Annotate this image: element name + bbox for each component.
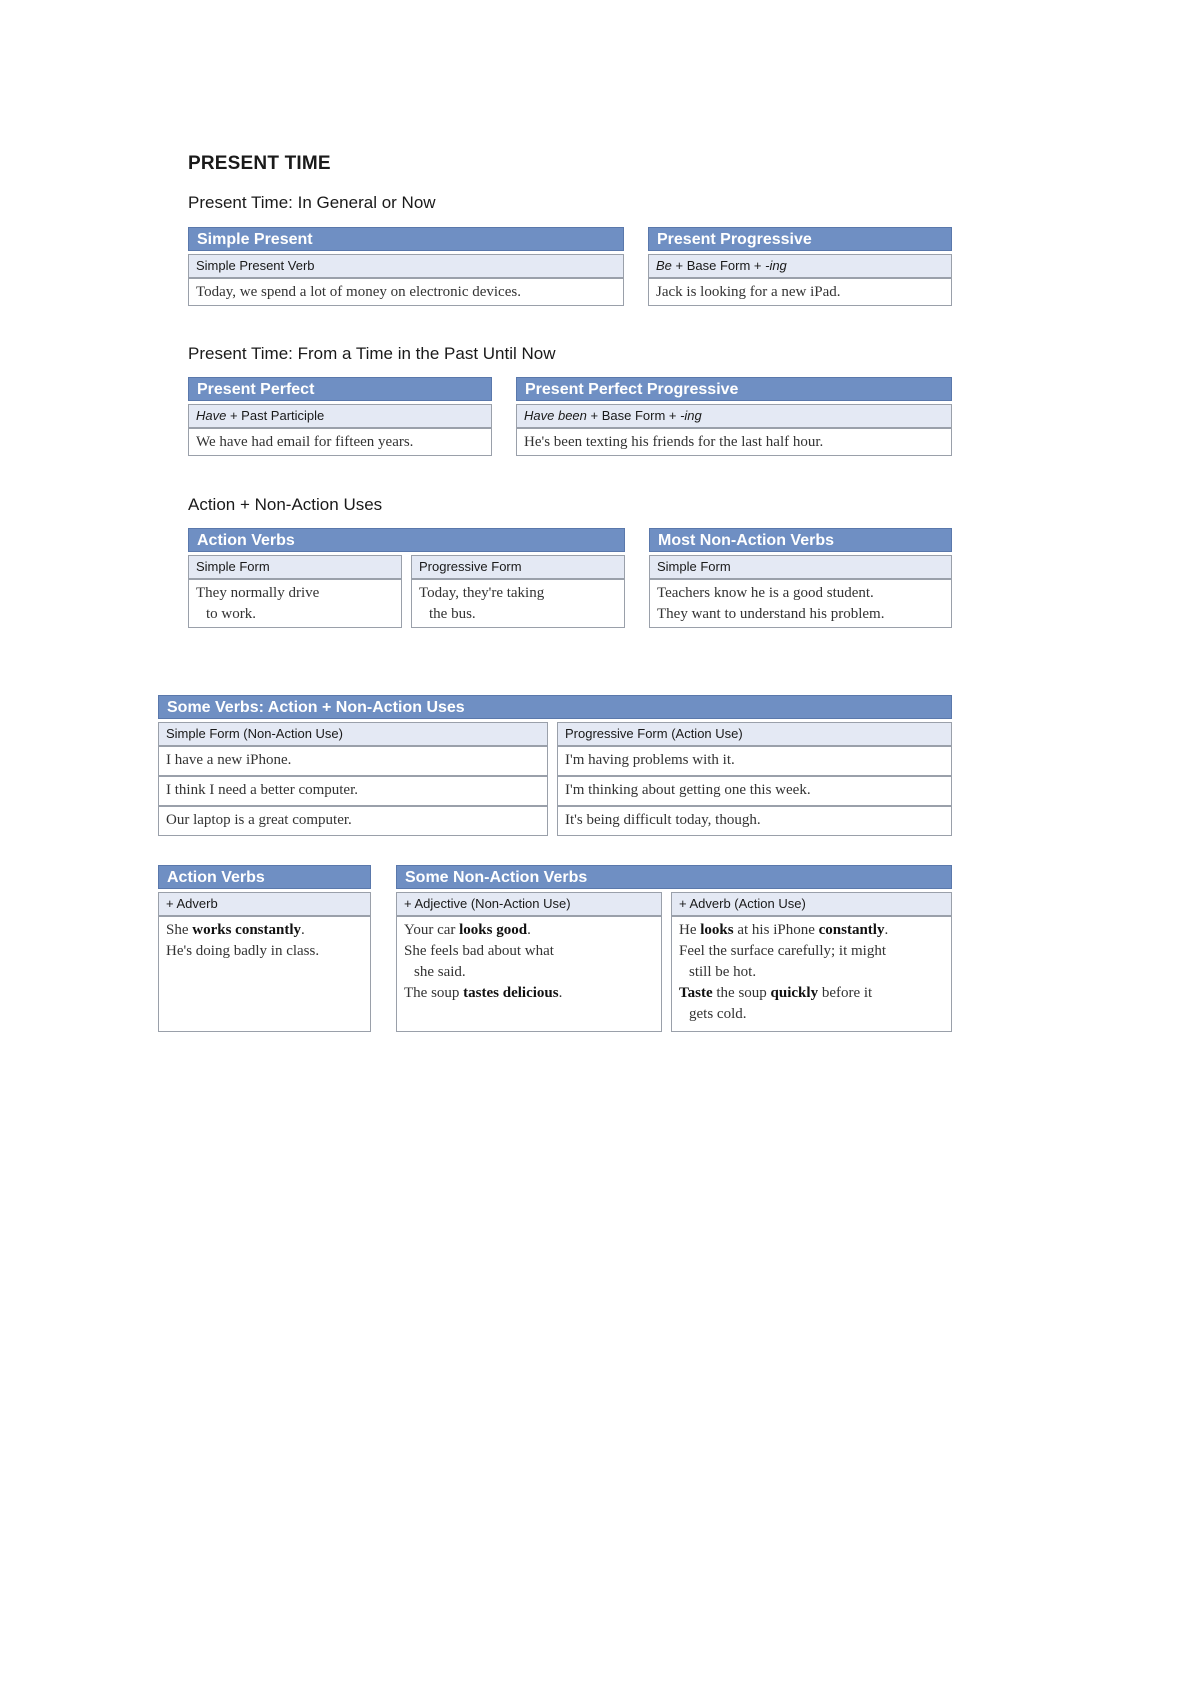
example-line: The soup tastes delicious. <box>404 985 563 1001</box>
table-row: I think I need a better computer. <box>158 776 548 806</box>
table-header: Present Perfect Progressive <box>516 377 952 401</box>
form-part: -ing <box>680 408 702 423</box>
table-row: Our laptop is a great computer. <box>158 806 548 836</box>
form-row <box>648 254 952 278</box>
form-row: Simple Form (Non-Action Use) <box>158 722 548 746</box>
table-header: Some Verbs: Action + Non-Action Uses <box>158 695 952 719</box>
example-line: Taste the soup quickly before it <box>679 985 873 1001</box>
table-header: Present Progressive <box>648 227 952 251</box>
example-cell: Jack is looking for a new iPad. <box>648 278 952 306</box>
example-line: gets cold. <box>689 1006 747 1022</box>
example-cell: He's been texting his friends for the last half hour. <box>516 428 952 456</box>
table-header: Action Verbs <box>188 528 625 552</box>
simple-present-table <box>188 227 624 306</box>
present-perfect-table <box>188 377 492 456</box>
form-row <box>516 404 952 428</box>
table-row: I have a new iPhone. <box>158 746 548 776</box>
form-part: Have been <box>524 408 587 423</box>
table-header: Present Perfect <box>188 377 492 401</box>
example-cell <box>188 579 402 628</box>
form-row: Simple Form <box>649 555 952 579</box>
section-heading-past-until-now: Present Time: From a Time in the Past Until Now <box>188 344 556 363</box>
bottom-action-verbs-table <box>158 865 371 1032</box>
form-row <box>188 404 492 428</box>
bottom-non-action-verbs-table <box>396 865 952 1032</box>
form-row: Progressive Form (Action Use) <box>557 722 952 746</box>
form-part: + Past Participle <box>226 408 325 423</box>
form-part: + Base Form + <box>586 408 681 423</box>
example-cell: Today, we spend a lot of money on electronic devices. <box>188 278 624 306</box>
form-row: Simple Form <box>188 555 402 579</box>
present-progressive-table <box>648 227 952 306</box>
example-cell <box>671 916 952 1032</box>
example-line: Today, they're taking <box>419 585 545 601</box>
example-line: Your car looks good. <box>404 922 531 938</box>
example-line: she said. <box>414 964 466 980</box>
section-heading-action-non-action: Action + Non-Action Uses <box>188 495 383 514</box>
present-perfect-progressive-table <box>516 377 952 456</box>
example-line: He's doing badly in class. <box>166 943 320 959</box>
form-row: + Adverb <box>158 892 371 916</box>
example-cell: We have had email for fifteen years. <box>188 428 492 456</box>
action-verbs-table <box>188 528 625 628</box>
table-row: It's being difficult today, though. <box>557 806 952 836</box>
form-part: -ing <box>765 258 787 273</box>
page-title: PRESENT TIME <box>188 153 331 174</box>
example-line: They normally drive <box>196 585 320 601</box>
table-header: Simple Present <box>188 227 624 251</box>
example-line: She works constantly. <box>166 922 305 938</box>
form-part: Be <box>656 258 672 273</box>
some-verbs-table <box>158 695 952 836</box>
table-header: Most Non-Action Verbs <box>649 528 952 552</box>
example-line: He looks at his iPhone constantly. <box>679 922 889 938</box>
form-part: Have <box>196 408 227 423</box>
example-line: still be hot. <box>689 964 757 980</box>
form-row: + Adverb (Action Use) <box>671 892 952 916</box>
section-heading-general-or-now: Present Time: In General or Now <box>188 193 436 212</box>
example-line: They want to understand his problem. <box>657 606 885 622</box>
example-line: Feel the surface carefully; it might <box>679 943 887 959</box>
form-row: Simple Present Verb <box>188 254 624 278</box>
form-part: + Base Form + <box>671 258 766 273</box>
example-cell <box>411 579 625 628</box>
example-cell <box>158 916 371 1032</box>
form-row: Progressive Form <box>411 555 625 579</box>
table-row: I'm having problems with it. <box>557 746 952 776</box>
example-line: Teachers know he is a good student. <box>657 585 874 601</box>
table-row: I'm thinking about getting one this week. <box>557 776 952 806</box>
example-line: She feels bad about what <box>404 943 554 959</box>
non-action-verbs-table <box>649 528 952 628</box>
form-row: + Adjective (Non-Action Use) <box>396 892 662 916</box>
example-line: to work. <box>206 606 256 622</box>
example-cell <box>396 916 662 1032</box>
table-header: Some Non-Action Verbs <box>396 865 952 889</box>
example-cell <box>649 579 952 628</box>
example-line: the bus. <box>429 606 476 622</box>
table-header: Action Verbs <box>158 865 371 889</box>
